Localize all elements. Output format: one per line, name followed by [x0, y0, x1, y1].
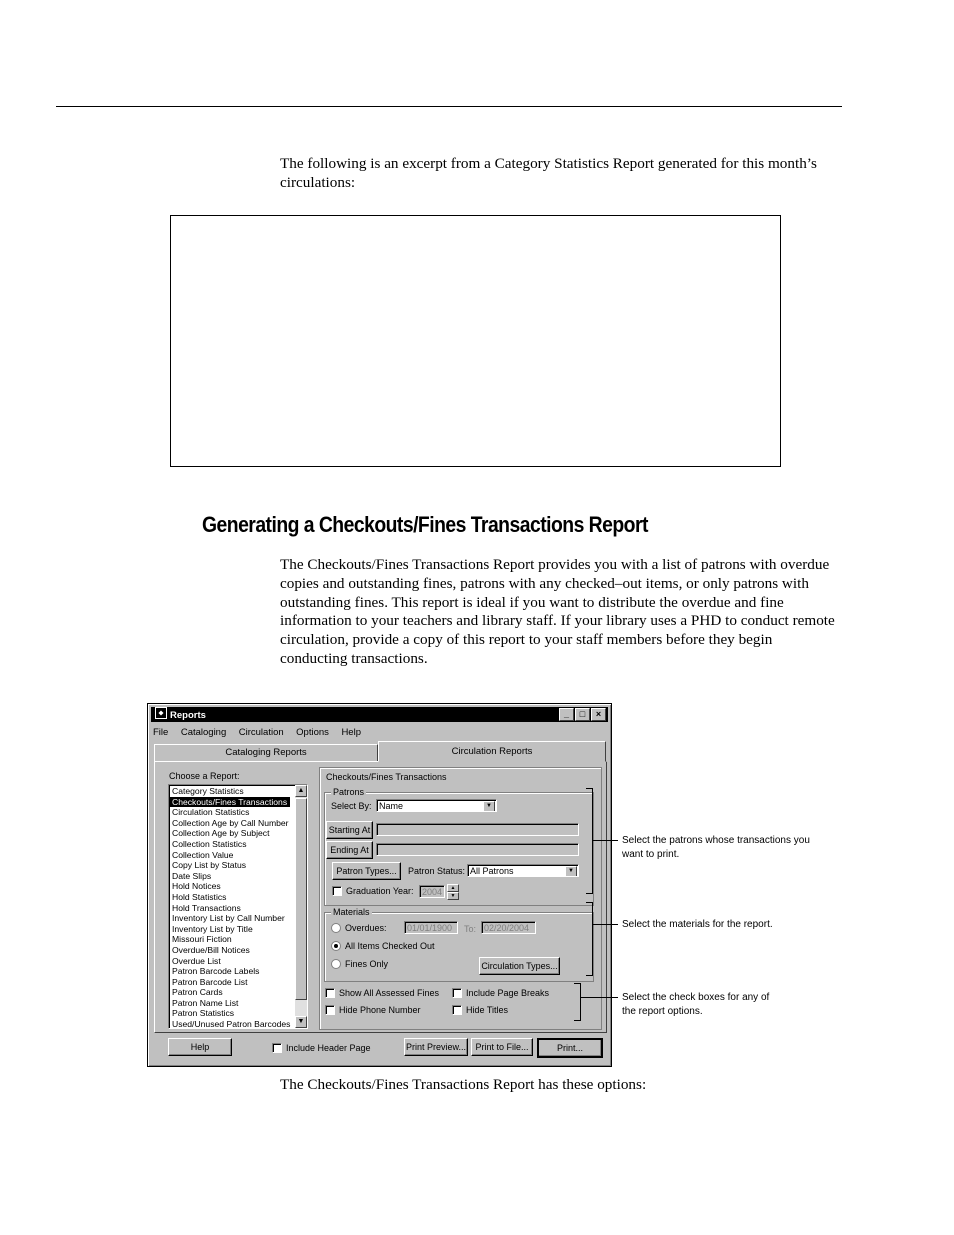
show-fines-label: Show All Assessed Fines [339, 988, 440, 998]
chevron-down-icon[interactable]: ▼ [483, 801, 495, 812]
report-list-item[interactable]: Missouri Fiction [172, 934, 232, 945]
patrons-callout: Select the patrons whose transactions you want to print. [622, 835, 810, 860]
reports-dialog [147, 703, 612, 1067]
graduation-year-checkbox[interactable] [332, 886, 342, 896]
materials-bracket [586, 902, 593, 976]
patrons-bracket [586, 788, 593, 894]
menu-circulation[interactable]: Circulation [238, 727, 284, 738]
report-list-item[interactable]: Overdue/Bill Notices [172, 944, 250, 955]
patron-status-dropdown[interactable] [467, 864, 579, 877]
options-callout: Select the check boxes for any of the report options. [622, 992, 770, 1017]
scroll-down-icon[interactable]: ▼ [295, 1016, 307, 1028]
report-list-item[interactable]: Hold Notices [172, 881, 221, 892]
maximize-icon[interactable]: □ [575, 708, 590, 721]
fines-only-option[interactable] [331, 959, 388, 969]
all-checked-out-radio[interactable] [331, 941, 341, 951]
report-list-item[interactable]: Collection Value [172, 849, 234, 860]
choose-report-label: Choose a Report: [169, 771, 240, 781]
materials-group-title: Materials [333, 907, 370, 917]
scroll-thumb[interactable] [295, 798, 307, 1000]
show-fines-option[interactable] [325, 988, 439, 998]
report-list-scrollbar[interactable] [295, 785, 307, 1028]
report-list-item[interactable]: Patron Barcode List [172, 976, 248, 987]
report-list-item[interactable]: Inventory List by Call Number [172, 913, 285, 924]
help-button[interactable]: Help [168, 1038, 232, 1056]
hide-phone-label: Hide Phone Number [339, 1005, 421, 1015]
hide-phone-checkbox[interactable] [325, 1005, 335, 1015]
report-list-item[interactable]: Circulation Statistics [172, 807, 250, 818]
header-rule [56, 106, 842, 107]
print-button[interactable]: Print... [537, 1038, 603, 1058]
show-fines-checkbox[interactable] [325, 988, 335, 998]
print-to-file-button[interactable]: Print to File... [471, 1038, 533, 1056]
graduation-year-label: Graduation Year: [346, 886, 414, 896]
options-leader-line [581, 997, 618, 998]
close-icon[interactable]: × [591, 708, 606, 721]
title-bar [151, 707, 608, 722]
select-by-dropdown[interactable] [376, 799, 497, 812]
menu-options[interactable]: Options [296, 727, 329, 738]
ending-at-field[interactable] [376, 843, 579, 856]
patron-status-value: All Patrons [470, 866, 514, 876]
ending-at-button[interactable]: Ending At [326, 841, 373, 859]
page-breaks-label: Include Page Breaks [466, 988, 550, 998]
to-label: To: [464, 924, 477, 934]
patrons-leader-line [593, 840, 618, 841]
report-list-item[interactable]: Collection Age by Call Number [172, 817, 289, 828]
hide-phone-option[interactable] [325, 1005, 421, 1015]
report-list-item[interactable]: Copy List by Status [172, 860, 247, 871]
include-header-label: Include Header Page [286, 1043, 371, 1053]
report-list-item[interactable]: Hold Statistics [172, 891, 227, 902]
include-header-option[interactable] [272, 1043, 371, 1053]
report-list-item[interactable]: Inventory List by Title [172, 923, 253, 934]
all-checked-out-option[interactable] [331, 941, 435, 951]
all-checked-out-label: All Items Checked Out [345, 941, 435, 951]
body-paragraph: The Checkouts/Fines Transactions Report provides you with a list of patrons with overdue copies and outstanding fines, patrons with any checked–out items, or only patrons with outstanding fines. This report is ideal if you want to distribute the overdue and fine information to your teachers and library staff. If your library uses a PHD to conduct remote circulation, provide a copy of this report to your staff members before they begin conducting transactions. [280, 556, 835, 667]
select-by-value: Name [379, 801, 404, 811]
report-list-item[interactable]: Date Slips [172, 870, 212, 881]
minimize-icon[interactable]: _ [559, 708, 574, 721]
overdues-from-date[interactable]: 01/01/1900 [404, 921, 458, 934]
report-list-item[interactable]: Collection Age by Subject [172, 828, 270, 839]
report-list-item[interactable]: Hold Transactions [172, 902, 241, 913]
select-by-label: Select By: [331, 801, 372, 811]
starting-at-button[interactable]: Starting At [326, 821, 373, 839]
graduation-year-field[interactable]: 2004 [419, 885, 445, 898]
scroll-up-icon[interactable]: ▲ [295, 785, 307, 797]
report-list-item[interactable]: Overdue List [172, 955, 221, 966]
hide-titles-option[interactable] [452, 1005, 508, 1015]
menu-bar [153, 725, 371, 739]
include-header-checkbox[interactable] [272, 1043, 282, 1053]
year-down-icon[interactable]: ▼ [447, 892, 459, 900]
circulation-types-button[interactable]: Circulation Types... [479, 957, 560, 975]
report-excerpt-box [170, 215, 781, 467]
graduation-year-row[interactable] [332, 886, 414, 896]
page-breaks-option[interactable] [452, 988, 549, 998]
print-preview-button[interactable]: Print Preview... [404, 1038, 468, 1056]
window-title: Reports [170, 710, 206, 721]
options-bracket [574, 983, 581, 1021]
report-list-item[interactable]: Checkouts/Fines Transactions [169, 797, 290, 808]
report-list-item[interactable]: Patron Barcode Labels [172, 966, 260, 977]
year-up-icon[interactable]: ▲ [447, 884, 459, 892]
chevron-down-icon[interactable]: ▼ [565, 866, 577, 877]
report-list-item[interactable]: Patron Cards [172, 987, 223, 998]
overdues-radio[interactable] [331, 923, 341, 933]
app-icon [155, 707, 167, 719]
materials-callout: Select the materials for the report. [622, 919, 773, 930]
section-heading: Generating a Checkouts/Fines Transactions Report [202, 512, 648, 537]
hide-titles-checkbox[interactable] [452, 1005, 462, 1015]
options-caption: The Checkouts/Fines Transactions Report has these options: [280, 1076, 647, 1093]
report-list-item[interactable]: Patron Statistics [172, 1008, 235, 1019]
overdues-to-date[interactable]: 02/20/2004 [481, 921, 536, 934]
patron-status-label: Patron Status: [408, 866, 466, 876]
options-title: Checkouts/Fines Transactions [326, 772, 447, 782]
fines-only-radio[interactable] [331, 959, 341, 969]
report-list-item[interactable]: Patron Name List [172, 997, 239, 1008]
report-list-item[interactable]: Category Statistics [172, 786, 244, 796]
menu-help[interactable]: Help [341, 727, 361, 738]
intro-paragraph: The following is an excerpt from a Category Statistics Report generated for this month’s circulations: [280, 155, 817, 191]
overdues-label: Overdues: [345, 923, 387, 933]
page-breaks-checkbox[interactable] [452, 988, 462, 998]
report-list[interactable] [168, 784, 308, 1029]
hide-titles-label: Hide Titles [466, 1005, 509, 1015]
patrons-group-title: Patrons [333, 787, 365, 797]
overdues-option[interactable] [331, 923, 387, 933]
fines-only-label: Fines Only [345, 959, 389, 969]
tab-cataloging-reports[interactable]: Cataloging Reports [154, 744, 378, 762]
report-list-item[interactable]: Used/Unused Patron Barcodes [172, 1019, 291, 1029]
patron-types-button[interactable]: Patron Types... [332, 862, 401, 880]
starting-at-field[interactable] [376, 823, 579, 836]
menu-file[interactable]: File [153, 727, 169, 738]
report-list-item[interactable]: Collection Statistics [172, 838, 247, 849]
materials-leader-line [593, 924, 618, 925]
tab-circulation-reports[interactable]: Circulation Reports [378, 741, 606, 762]
menu-cataloging[interactable]: Cataloging [180, 727, 227, 738]
